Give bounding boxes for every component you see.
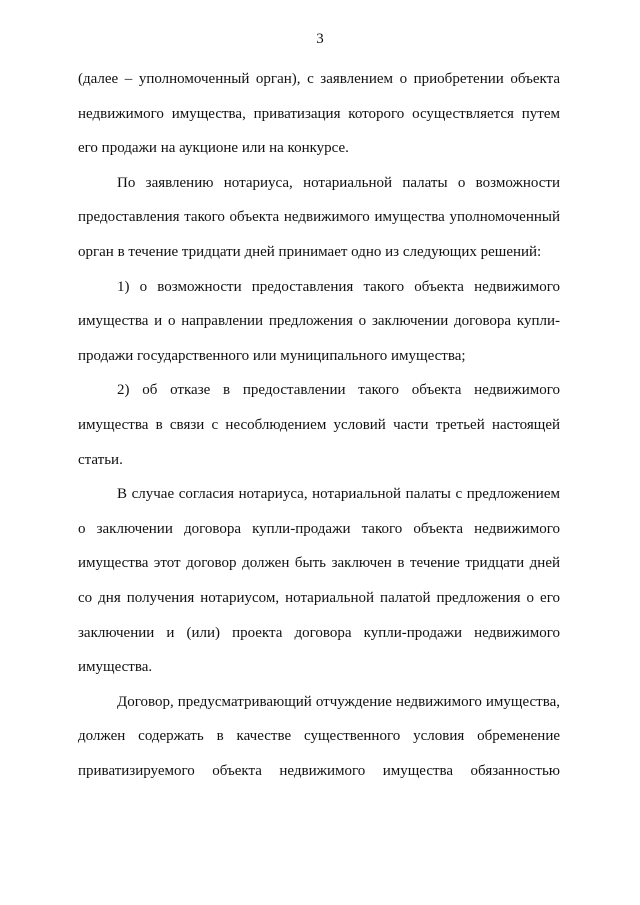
paragraph-2: По заявлению нотариуса, нотариальной палаты о возможности предоставления такого объекта недвижимого имущества уполномоченный орган в течение тридцати дней принимает одно из следующих решений:: [78, 174, 560, 260]
paragraph-6: Договор, предусматривающий отчуждение недвижимого имущества, должен содержать в качестве существенного условия обременение приватизируемого объекта недвижимого имущества обязанностью: [78, 693, 560, 779]
paragraph-1: (далее – уполномоченный орган), с заявлением о приобретении объекта недвижимого имущества, приватизация которого осуществляется путем его продажи на аукционе или на конкурсе.: [78, 71, 560, 157]
paragraph-4: 2) об отказе в предоставлении такого объекта недвижимого имущества в связи с несоблюдением условий части третьей настоящей статьи.: [78, 382, 560, 468]
page-number: 3: [316, 31, 324, 47]
paragraph-3: 1) о возможности предоставления такого объекта недвижимого имущества и о направлении предложения о заключении договора купли-продажи государственного или муниципального имущества;: [78, 278, 560, 364]
paragraph-5: В случае согласия нотариуса, нотариальной палаты с предложением о заключении договора купли-продажи такого объекта недвижимого имущества этот договор должен быть заключен в течение тридцати дней со дня получения нотариусом, нотариальной палатой предложения о его заключении и (или) проекта договора купли-продажи недвижимого имущества.: [78, 486, 560, 676]
document-body: [78, 62, 560, 788]
